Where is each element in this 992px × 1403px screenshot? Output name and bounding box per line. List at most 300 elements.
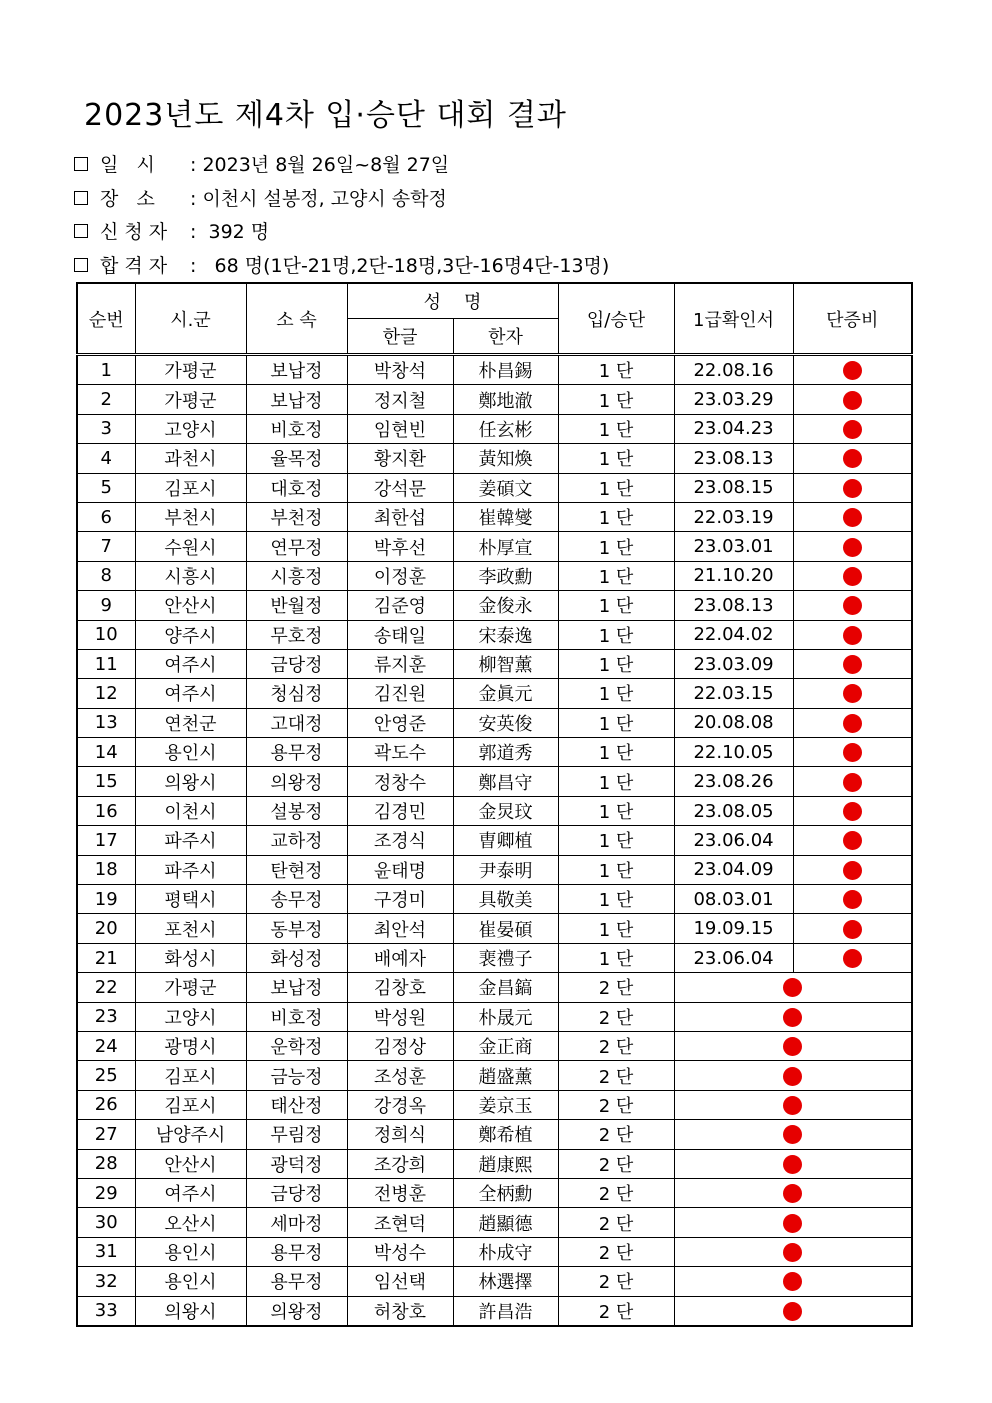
- cell-fee-merged: [674, 1090, 912, 1119]
- cell-fee: [793, 796, 912, 825]
- cell-city: 연천군: [135, 708, 246, 737]
- cell-club: 무림정: [246, 1120, 347, 1149]
- cell-cert: 22.10.05: [674, 738, 793, 767]
- cell-club: 반월정: [246, 591, 347, 620]
- paid-dot-icon: [843, 479, 862, 498]
- cell-city: 여주시: [135, 1178, 246, 1207]
- cell-club: 태산정: [246, 1090, 347, 1119]
- info-applicants: [74, 217, 269, 244]
- cell-rank: 2 단: [558, 1090, 674, 1119]
- cell-rank: 2 단: [558, 1149, 674, 1178]
- cell-no: 9: [77, 591, 135, 620]
- cell-hanja: 黃知煥: [453, 444, 558, 473]
- cell-hanja: 柳智薰: [453, 649, 558, 678]
- cell-no: 26: [77, 1090, 135, 1119]
- table-row: [77, 649, 912, 678]
- cell-hanja: 郭道秀: [453, 738, 558, 767]
- table-row: [77, 591, 912, 620]
- cell-hanja: 朴成守: [453, 1237, 558, 1266]
- cell-fee: [793, 855, 912, 884]
- cell-club: 금능정: [246, 1061, 347, 1090]
- cell-fee-merged: [674, 1002, 912, 1031]
- cell-city: 용인시: [135, 738, 246, 767]
- cell-no: 15: [77, 767, 135, 796]
- paid-dot-icon: [843, 420, 862, 439]
- cell-hanja: 姜京玉: [453, 1090, 558, 1119]
- paid-dot-icon: [843, 773, 862, 792]
- cell-city: 남양주시: [135, 1120, 246, 1149]
- date-label: 일 시: [100, 154, 155, 176]
- cell-hangul: 정창수: [347, 767, 453, 796]
- cell-cert: 22.08.16: [674, 355, 793, 385]
- cell-hanja: 任玄彬: [453, 414, 558, 443]
- cell-city: 의왕시: [135, 1296, 246, 1326]
- cell-hangul: 김창호: [347, 973, 453, 1002]
- cell-hanja: 宋泰逸: [453, 620, 558, 649]
- cell-no: 31: [77, 1237, 135, 1266]
- cell-city: 가평군: [135, 385, 246, 414]
- cell-city: 화성시: [135, 943, 246, 972]
- cell-cert: 21.10.20: [674, 561, 793, 590]
- cell-city: 시흥시: [135, 561, 246, 590]
- cell-rank: 1 단: [558, 885, 674, 914]
- cell-rank: 1 단: [558, 473, 674, 502]
- info-date: [74, 150, 449, 177]
- cell-city: 김포시: [135, 1061, 246, 1090]
- cell-club: 금당정: [246, 649, 347, 678]
- cell-fee: [793, 826, 912, 855]
- cell-rank: 1 단: [558, 561, 674, 590]
- place-value: : 이천시 설봉정, 고양시 송학정: [190, 188, 447, 210]
- paid-dot-icon: [843, 538, 862, 557]
- cell-club: 연무정: [246, 532, 347, 561]
- cell-rank: 1 단: [558, 738, 674, 767]
- cell-city: 파주시: [135, 855, 246, 884]
- cell-rank: 1 단: [558, 591, 674, 620]
- table-row: [77, 1296, 912, 1326]
- cell-city: 가평군: [135, 973, 246, 1002]
- cell-club: 율목정: [246, 444, 347, 473]
- cell-rank: 1 단: [558, 767, 674, 796]
- cell-no: 28: [77, 1149, 135, 1178]
- cell-cert: 23.08.13: [674, 591, 793, 620]
- table-row: [77, 355, 912, 385]
- cell-club: 보납정: [246, 973, 347, 1002]
- cell-hangul: 김경민: [347, 796, 453, 825]
- paid-dot-icon: [843, 626, 862, 645]
- table-row: [77, 943, 912, 972]
- cell-hanja: 鄭地澈: [453, 385, 558, 414]
- table-row: [77, 738, 912, 767]
- cell-hangul: 송태일: [347, 620, 453, 649]
- cell-hanja: 尹泰明: [453, 855, 558, 884]
- paid-dot-icon: [783, 1008, 802, 1027]
- paid-dot-icon: [843, 391, 862, 410]
- table-row: [77, 767, 912, 796]
- cell-cert: 20.08.08: [674, 708, 793, 737]
- cell-rank: 1 단: [558, 385, 674, 414]
- cell-hangul: 김준영: [347, 591, 453, 620]
- cell-no: 11: [77, 649, 135, 678]
- cell-hanja: 朴厚宣: [453, 532, 558, 561]
- cell-cert: 23.08.15: [674, 473, 793, 502]
- table-row: [77, 1090, 912, 1119]
- cell-hangul: 배예자: [347, 943, 453, 972]
- header-city: 시.군: [135, 283, 246, 355]
- table-row: [77, 1120, 912, 1149]
- cell-hangul: 윤태명: [347, 855, 453, 884]
- table-row: [77, 885, 912, 914]
- cell-hanja: 朴晟元: [453, 1002, 558, 1031]
- cell-fee: [793, 767, 912, 796]
- cell-club: 부천정: [246, 502, 347, 531]
- paid-dot-icon: [843, 361, 862, 380]
- cell-rank: 1 단: [558, 826, 674, 855]
- cell-rank: 1 단: [558, 796, 674, 825]
- cell-hangul: 구경미: [347, 885, 453, 914]
- cell-fee: [793, 532, 912, 561]
- cell-hangul: 박성수: [347, 1237, 453, 1266]
- table-row: [77, 1208, 912, 1237]
- cell-hanja: 崔韓燮: [453, 502, 558, 531]
- cell-city: 평택시: [135, 885, 246, 914]
- cell-city: 안산시: [135, 591, 246, 620]
- cell-city: 이천시: [135, 796, 246, 825]
- paid-dot-icon: [843, 508, 862, 527]
- cell-no: 16: [77, 796, 135, 825]
- cell-club: 의왕정: [246, 1296, 347, 1326]
- paid-dot-icon: [843, 861, 862, 880]
- cell-club: 송무정: [246, 885, 347, 914]
- cell-hanja: 鄭昌守: [453, 767, 558, 796]
- table-body: [77, 355, 912, 1326]
- paid-dot-icon: [783, 978, 802, 997]
- cell-city: 과천시: [135, 444, 246, 473]
- paid-dot-icon: [843, 831, 862, 850]
- cell-fee-merged: [674, 1178, 912, 1207]
- table-row: [77, 561, 912, 590]
- cell-city: 수원시: [135, 532, 246, 561]
- table-row: [77, 473, 912, 502]
- cell-rank: 1 단: [558, 914, 674, 943]
- cell-rank: 2 단: [558, 1237, 674, 1266]
- cell-no: 19: [77, 885, 135, 914]
- cell-fee: [793, 738, 912, 767]
- paid-dot-icon: [843, 743, 862, 762]
- cell-club: 동부정: [246, 914, 347, 943]
- cell-no: 24: [77, 1031, 135, 1060]
- cell-fee: [793, 414, 912, 443]
- cell-rank: 1 단: [558, 502, 674, 531]
- cell-cert: 19.09.15: [674, 914, 793, 943]
- cell-hanja: 趙盛薰: [453, 1061, 558, 1090]
- cell-rank: 1 단: [558, 355, 674, 385]
- paid-dot-icon: [783, 1214, 802, 1233]
- passed-label: 합 격 자: [100, 255, 168, 277]
- cell-cert: 23.04.23: [674, 414, 793, 443]
- info-place: [74, 184, 447, 211]
- paid-dot-icon: [843, 890, 862, 909]
- results-table: [76, 282, 913, 1327]
- paid-dot-icon: [783, 1155, 802, 1174]
- cell-no: 4: [77, 444, 135, 473]
- cell-hangul: 강경옥: [347, 1090, 453, 1119]
- table-row: [77, 1237, 912, 1266]
- cell-club: 대호정: [246, 473, 347, 502]
- cell-club: 청심정: [246, 679, 347, 708]
- cell-fee: [793, 444, 912, 473]
- cell-hangul: 김정상: [347, 1031, 453, 1060]
- cell-hanja: 裵禮子: [453, 943, 558, 972]
- cell-fee: [793, 914, 912, 943]
- header-name: 성 명: [347, 283, 558, 319]
- cell-no: 27: [77, 1120, 135, 1149]
- cell-club: 보납정: [246, 385, 347, 414]
- cell-club: 고대정: [246, 708, 347, 737]
- cell-fee-merged: [674, 1061, 912, 1090]
- paid-dot-icon: [843, 449, 862, 468]
- cell-hangul: 류지훈: [347, 649, 453, 678]
- table-row: [77, 1267, 912, 1296]
- table-row: [77, 502, 912, 531]
- cell-hanja: 金正商: [453, 1031, 558, 1060]
- cell-fee: [793, 649, 912, 678]
- cell-hangul: 김진원: [347, 679, 453, 708]
- cell-club: 화성정: [246, 943, 347, 972]
- paid-dot-icon: [843, 655, 862, 674]
- cell-club: 탄현정: [246, 855, 347, 884]
- cell-hangul: 박후선: [347, 532, 453, 561]
- cell-hangul: 정희식: [347, 1120, 453, 1149]
- cell-no: 17: [77, 826, 135, 855]
- paid-dot-icon: [783, 1302, 802, 1321]
- cell-no: 33: [77, 1296, 135, 1326]
- place-label: 장 소: [100, 188, 155, 210]
- cell-club: 무호정: [246, 620, 347, 649]
- cell-city: 여주시: [135, 649, 246, 678]
- cell-cert: 23.06.04: [674, 943, 793, 972]
- cell-rank: 1 단: [558, 855, 674, 884]
- cell-hangul: 황지환: [347, 444, 453, 473]
- cell-hanja: 李政勳: [453, 561, 558, 590]
- cell-city: 김포시: [135, 473, 246, 502]
- header-hanja: 한자: [453, 319, 558, 355]
- cell-hanja: 趙顯德: [453, 1208, 558, 1237]
- cell-club: 보납정: [246, 355, 347, 385]
- cell-rank: 2 단: [558, 1031, 674, 1060]
- cell-club: 교하정: [246, 826, 347, 855]
- cell-hanja: 安英俊: [453, 708, 558, 737]
- cell-city: 용인시: [135, 1267, 246, 1296]
- paid-dot-icon: [783, 1184, 802, 1203]
- cell-no: 25: [77, 1061, 135, 1090]
- cell-hanja: 具敬美: [453, 885, 558, 914]
- cell-city: 광명시: [135, 1031, 246, 1060]
- cell-fee: [793, 620, 912, 649]
- passed-value: : 68 명(1단-21명,2단-18명,3단-16명4단-13명): [190, 255, 610, 277]
- cell-city: 포천시: [135, 914, 246, 943]
- cell-no: 10: [77, 620, 135, 649]
- cell-city: 오산시: [135, 1208, 246, 1237]
- cell-no: 12: [77, 679, 135, 708]
- cell-cert: 22.03.19: [674, 502, 793, 531]
- table-row: [77, 1178, 912, 1207]
- table-row: [77, 708, 912, 737]
- date-value: : 2023년 8월 26일~8월 27일: [190, 154, 450, 176]
- cell-rank: 2 단: [558, 1120, 674, 1149]
- cell-fee: [793, 679, 912, 708]
- paid-dot-icon: [843, 920, 862, 939]
- cell-rank: 2 단: [558, 1061, 674, 1090]
- paid-dot-icon: [843, 684, 862, 703]
- cell-cert: 23.04.09: [674, 855, 793, 884]
- table-row: [77, 444, 912, 473]
- paid-dot-icon: [783, 1096, 802, 1115]
- table-row: [77, 855, 912, 884]
- cell-fee: [793, 561, 912, 590]
- cell-hanja: 曺卿植: [453, 826, 558, 855]
- cell-hangul: 허창호: [347, 1296, 453, 1326]
- cell-hanja: 趙康熙: [453, 1149, 558, 1178]
- header-hangul: 한글: [347, 319, 453, 355]
- cell-hangul: 조현덕: [347, 1208, 453, 1237]
- cell-rank: 1 단: [558, 620, 674, 649]
- paid-dot-icon: [783, 1037, 802, 1056]
- cell-no: 20: [77, 914, 135, 943]
- cell-city: 양주시: [135, 620, 246, 649]
- cell-fee-merged: [674, 1031, 912, 1060]
- cell-club: 용무정: [246, 1267, 347, 1296]
- cell-cert: 23.03.01: [674, 532, 793, 561]
- cell-no: 18: [77, 855, 135, 884]
- cell-rank: 1 단: [558, 414, 674, 443]
- cell-rank: 2 단: [558, 1002, 674, 1031]
- table-row: [77, 1002, 912, 1031]
- cell-rank: 1 단: [558, 649, 674, 678]
- cell-hangul: 조경식: [347, 826, 453, 855]
- cell-city: 부천시: [135, 502, 246, 531]
- cell-fee-merged: [674, 1208, 912, 1237]
- cell-no: 1: [77, 355, 135, 385]
- cell-fee: [793, 943, 912, 972]
- cell-club: 비호정: [246, 1002, 347, 1031]
- cell-hangul: 정지철: [347, 385, 453, 414]
- cell-club: 용무정: [246, 1237, 347, 1266]
- table-row: [77, 532, 912, 561]
- cell-fee: [793, 385, 912, 414]
- cell-fee-merged: [674, 1267, 912, 1296]
- header-club: 소 속: [246, 283, 347, 355]
- cell-hanja: 林選擇: [453, 1267, 558, 1296]
- paid-dot-icon: [783, 1272, 802, 1291]
- cell-no: 21: [77, 943, 135, 972]
- cell-fee: [793, 473, 912, 502]
- cell-no: 2: [77, 385, 135, 414]
- cell-rank: 2 단: [558, 1267, 674, 1296]
- cell-cert: 23.08.13: [674, 444, 793, 473]
- header-rank: 입/승단: [558, 283, 674, 355]
- cell-city: 용인시: [135, 1237, 246, 1266]
- cell-fee-merged: [674, 1120, 912, 1149]
- cell-no: 29: [77, 1178, 135, 1207]
- cell-no: 6: [77, 502, 135, 531]
- cell-club: 용무정: [246, 738, 347, 767]
- table-row: [77, 1061, 912, 1090]
- cell-city: 고양시: [135, 414, 246, 443]
- cell-cert: 23.08.05: [674, 796, 793, 825]
- cell-no: 22: [77, 973, 135, 1002]
- cell-hanja: 金昌鎬: [453, 973, 558, 1002]
- cell-city: 의왕시: [135, 767, 246, 796]
- cell-city: 여주시: [135, 679, 246, 708]
- cell-no: 30: [77, 1208, 135, 1237]
- cell-fee: [793, 885, 912, 914]
- paid-dot-icon: [843, 802, 862, 821]
- cell-hangul: 전병훈: [347, 1178, 453, 1207]
- cell-hanja: 金眞元: [453, 679, 558, 708]
- cell-no: 8: [77, 561, 135, 590]
- cell-hangul: 임현빈: [347, 414, 453, 443]
- cell-no: 32: [77, 1267, 135, 1296]
- cell-hangul: 조강희: [347, 1149, 453, 1178]
- page-title: 2023년도 제4차 입·승단 대회 결과: [84, 98, 567, 133]
- cell-cert: 08.03.01: [674, 885, 793, 914]
- cell-hanja: 崔晏碩: [453, 914, 558, 943]
- cell-cert: 22.03.15: [674, 679, 793, 708]
- cell-rank: 2 단: [558, 1208, 674, 1237]
- cell-rank: 1 단: [558, 679, 674, 708]
- cell-city: 고양시: [135, 1002, 246, 1031]
- table-row: [77, 1149, 912, 1178]
- applicants-label: 신 청 자: [100, 221, 168, 243]
- cell-club: 세마정: [246, 1208, 347, 1237]
- cell-rank: 2 단: [558, 1296, 674, 1326]
- cell-rank: 2 단: [558, 973, 674, 1002]
- table-row: [77, 1031, 912, 1060]
- cell-club: 시흥정: [246, 561, 347, 590]
- cell-hanja: 姜碩文: [453, 473, 558, 502]
- cell-rank: 2 단: [558, 1178, 674, 1207]
- cell-fee: [793, 591, 912, 620]
- table-row: [77, 385, 912, 414]
- cell-hangul: 박성원: [347, 1002, 453, 1031]
- cell-no: 5: [77, 473, 135, 502]
- cell-cert: 23.08.26: [674, 767, 793, 796]
- cell-hangul: 박창석: [347, 355, 453, 385]
- cell-club: 운학정: [246, 1031, 347, 1060]
- cell-hangul: 조성훈: [347, 1061, 453, 1090]
- table-row: [77, 826, 912, 855]
- checkbox-square-icon: [74, 191, 88, 205]
- cell-city: 파주시: [135, 826, 246, 855]
- cell-hangul: 최안석: [347, 914, 453, 943]
- table-row: [77, 414, 912, 443]
- cell-rank: 1 단: [558, 708, 674, 737]
- cell-no: 3: [77, 414, 135, 443]
- cell-fee: [793, 708, 912, 737]
- applicants-value: : 392 명: [190, 221, 270, 243]
- table-row: [77, 796, 912, 825]
- cell-club: 설봉정: [246, 796, 347, 825]
- cell-city: 안산시: [135, 1149, 246, 1178]
- paid-dot-icon: [783, 1067, 802, 1086]
- paid-dot-icon: [843, 567, 862, 586]
- cell-hanja: 全柄勳: [453, 1178, 558, 1207]
- checkbox-square-icon: [74, 224, 88, 238]
- cell-rank: 1 단: [558, 532, 674, 561]
- paid-dot-icon: [843, 949, 862, 968]
- cell-fee: [793, 355, 912, 385]
